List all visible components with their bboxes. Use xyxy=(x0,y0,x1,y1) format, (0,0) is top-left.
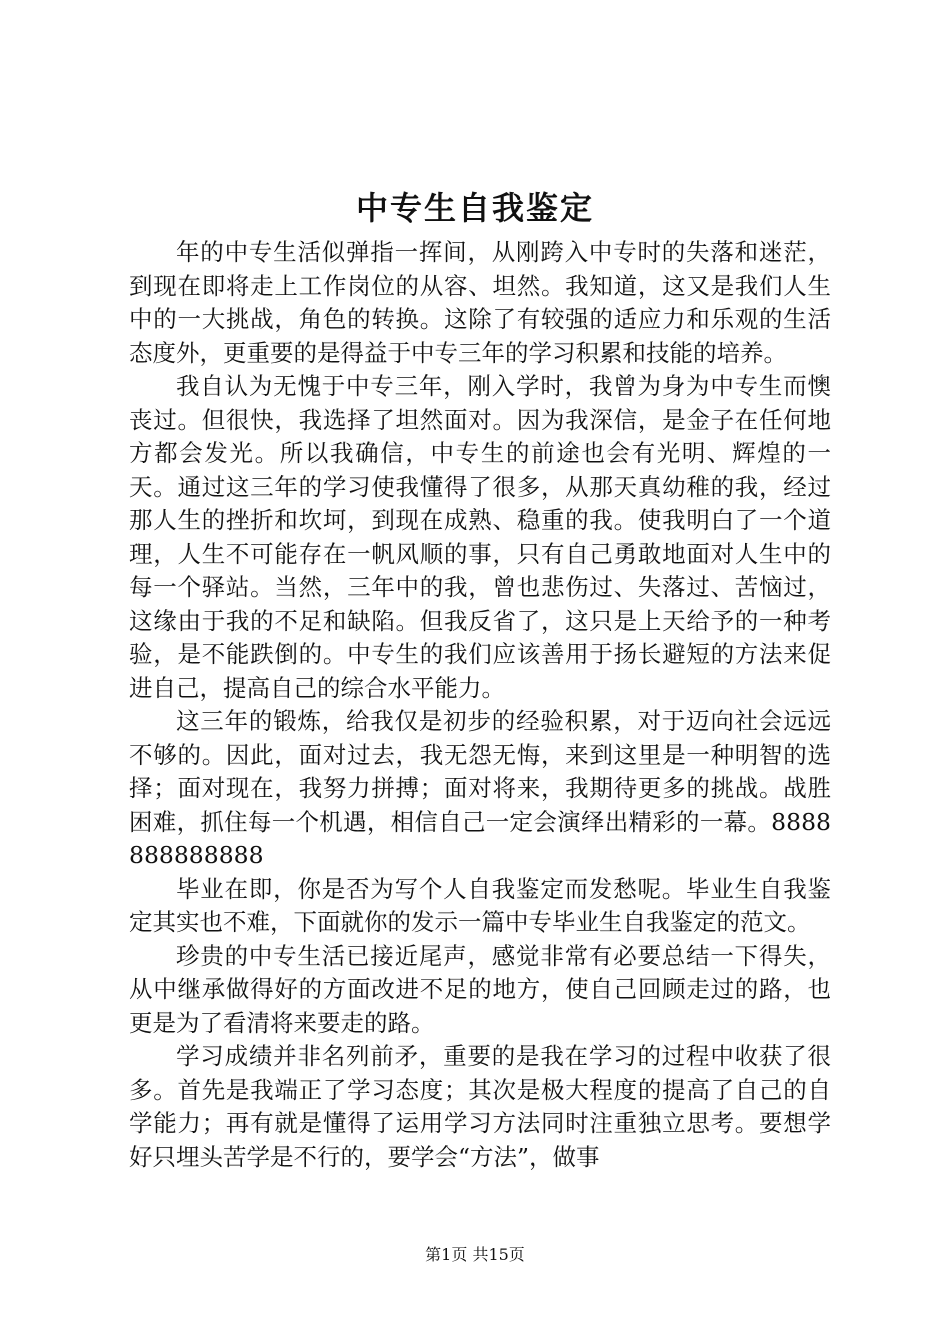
paragraph: 学习成绩并非名列前矛，重要的是我在学习的过程中收获了很多。首先是我端正了学习态度；其次是极大程度的提高了自己的自学能力；再有就是懂得了运用学习方法同时注重独立思考。要想学好只埋头苦学是不行的，要学会“方法”，做事 xyxy=(129,1042,831,1171)
paragraph: 我自认为无愧于中专三年，刚入学时，我曾为身为中专生而懊丧过。但很快，我选择了坦然面对。因为我深信，是金子在任何地方都会发光。所以我确信，中专生的前途也会有光明、辉煌的一天。通过这三年的学习使我懂得了很多，从那天真幼稚的我，经过那人生的挫折和坎坷，到现在成熟、稳重的我。使我明白了一个道理，人生不可能存在一帆风顺的事，只有自己勇敢地面对人生中的每一个驿站。当然，三年中的我，曾也悲伤过、失落过、苦恼过，这缘由于我的不足和缺陷。但我反省了，这只是上天给予的一种考验，是不能跌倒的。中专生的我们应该善用于扬长避短的方法来促进自己，提高自己的综合水平能力。 xyxy=(129,372,831,702)
paragraph: 珍贵的中专生活已接近尾声，感觉非常有必要总结一下得失，从中继承做得好的方面改进不足的地方，使自己回顾走过的路，也更是为了看清将来要走的路。 xyxy=(129,941,831,1037)
paragraph: 年的中专生活似弹指一挥间，从刚跨入中专时的失落和迷茫，到现在即将走上工作岗位的从容、坦然。我知道，这又是我们人生中的一大挑战，角色的转换。这除了有较强的适应力和乐观的生活态度外，更重要的是得益于中专三年的学习积累和技能的培养。 xyxy=(129,238,831,367)
page-number-footer: 第1页 共15页 xyxy=(425,1245,525,1264)
paragraph: 毕业在即，你是否为写个人自我鉴定而发愁呢。毕业生自我鉴定其实也不难，下面就你的发示一篇中专毕业生自我鉴定的范文。 xyxy=(129,874,831,936)
paragraph: 这三年的锻炼，给我仅是初步的经验积累，对于迈向社会远远不够的。因此，面对过去，我无怨无悔，来到这里是一种明智的选择；面对现在，我努力拼搏；面对将来，我期待更多的挑战。战胜困难，抓住每一个机遇，相信自己一定会演绎出精彩的一幕。8888888888888 xyxy=(129,707,831,869)
document-title: 中专生自我鉴定 xyxy=(355,189,594,227)
document-body xyxy=(129,236,831,1174)
